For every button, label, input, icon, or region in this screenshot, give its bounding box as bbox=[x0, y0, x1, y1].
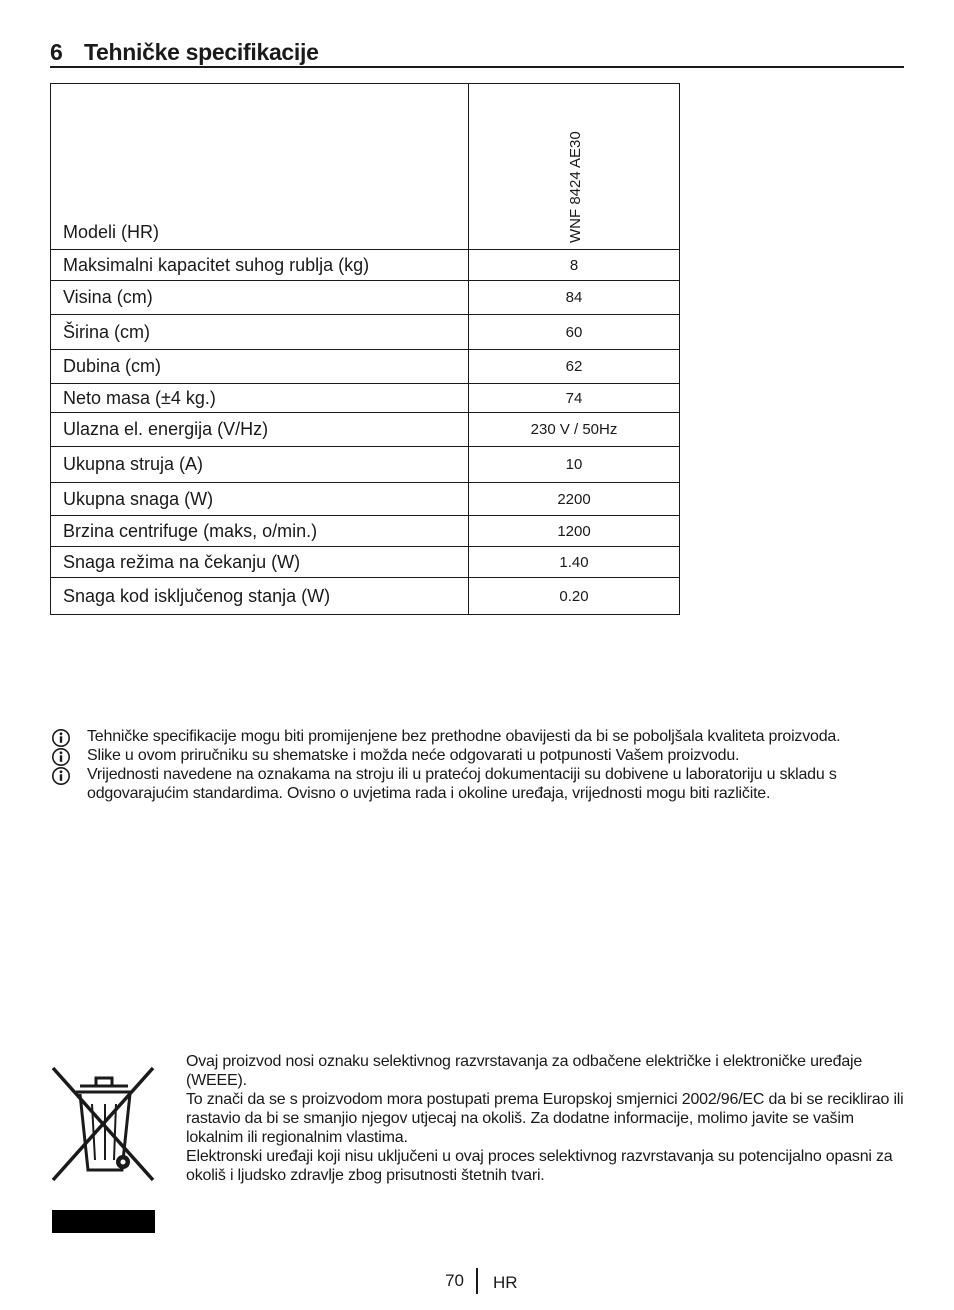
spec-value: 2200 bbox=[469, 483, 680, 516]
spec-label: Širina (cm) bbox=[51, 315, 469, 350]
spec-label: Ukupna snaga (W) bbox=[51, 483, 469, 516]
section-heading bbox=[50, 38, 904, 68]
spec-value: 10 bbox=[469, 447, 680, 483]
info-notes bbox=[52, 727, 922, 803]
spec-label: Visina (cm) bbox=[51, 281, 469, 315]
table-row bbox=[51, 578, 680, 615]
weee-text-block bbox=[186, 1052, 906, 1185]
spec-value: 230 V / 50Hz bbox=[469, 413, 680, 447]
footer-divider bbox=[476, 1268, 478, 1294]
page-number: 70 bbox=[445, 1271, 464, 1290]
spec-label: Maksimalni kapacitet suhog rublja (kg) bbox=[51, 250, 469, 281]
crossed-out-wheelie-bin-icon bbox=[50, 1064, 156, 1184]
spec-value: 60 bbox=[469, 315, 680, 350]
section-number: 6 bbox=[50, 39, 63, 65]
table-row bbox=[51, 384, 680, 413]
table-row bbox=[51, 350, 680, 384]
weee-paragraph: Elektronski uređaji koji nisu uključeni u ovaj proces selektivnog razvrstavanja su potencijalno opasni za okoliš i ljudsko zdravlje zbog prisutnosti štetnih tvari. bbox=[186, 1148, 893, 1184]
spec-label: Snaga kod isključenog stanja (W) bbox=[51, 578, 469, 615]
note-item bbox=[52, 727, 922, 746]
weee-paragraph: Ovaj proizvod nosi oznaku selektivnog razvrstavanja za odbačene električke i elektroničke uređaje (WEEE). bbox=[186, 1053, 863, 1089]
table-row bbox=[51, 250, 680, 281]
info-icon bbox=[52, 729, 70, 747]
spec-label: Brzina centrifuge (maks, o/min.) bbox=[51, 516, 469, 547]
spec-label: Dubina (cm) bbox=[51, 350, 469, 384]
info-icon bbox=[52, 748, 70, 766]
spec-value: 62 bbox=[469, 350, 680, 384]
table-row bbox=[51, 516, 680, 547]
spec-table bbox=[50, 83, 680, 615]
model-header-cell bbox=[469, 84, 680, 250]
spec-value: 1200 bbox=[469, 516, 680, 547]
spec-value: 84 bbox=[469, 281, 680, 315]
note-item bbox=[52, 746, 922, 765]
section-title: Tehničke specifikacije bbox=[84, 39, 319, 65]
spec-label: Ulazna el. energija (V/Hz) bbox=[51, 413, 469, 447]
spec-label: Neto masa (±4 kg.) bbox=[51, 384, 469, 413]
spec-label: Snaga režima na čekanju (W) bbox=[51, 547, 469, 578]
spec-label: Ukupna struja (A) bbox=[51, 447, 469, 483]
table-row bbox=[51, 447, 680, 483]
table-row bbox=[51, 281, 680, 315]
spec-value: 0.20 bbox=[469, 578, 680, 615]
note-text: Vrijednosti navedene na oznakama na stroju ili u pratećoj dokumentaciji su dobivene u laboratoriju u skladu s odgovarajućim standardima. Ovisno o uvjetima rada i okoline uređaja, vrijednosti mogu biti različite. bbox=[87, 766, 837, 802]
model-header-label: Modeli (HR) bbox=[51, 84, 469, 250]
info-icon bbox=[52, 767, 70, 785]
spec-value: 8 bbox=[469, 250, 680, 281]
table-row bbox=[51, 547, 680, 578]
spec-value: 1.40 bbox=[469, 547, 680, 578]
model-name: WNF 8424 AE30 bbox=[567, 131, 584, 243]
weee-black-bar bbox=[52, 1210, 155, 1233]
weee-paragraph: To znači da se s proizvodom mora postupati prema Europskoj smjernici 2002/96/EC da bi se reciklirao ili rastavio da bi se smanjio njegov utjecaj na okoliš. Za dodatne informacije, molimo javite se vašim lokalnim ili regionalnim vlastima. bbox=[186, 1091, 904, 1146]
table-row bbox=[51, 315, 680, 350]
spec-value: 74 bbox=[469, 384, 680, 413]
note-text: Tehničke specifikacije mogu biti promijenjene bez prethodne obavijesti da bi se poboljšala kvaliteta proizvoda. bbox=[87, 728, 841, 745]
note-item bbox=[52, 765, 922, 803]
note-text: Slike u ovom priručniku su shematske i možda neće odgovarati u potpunosti Vašem proizvodu. bbox=[87, 747, 740, 764]
table-row bbox=[51, 483, 680, 516]
table-header-row bbox=[51, 84, 680, 250]
page-footer bbox=[0, 1268, 954, 1296]
table-row bbox=[51, 413, 680, 447]
language-code: HR bbox=[493, 1273, 518, 1292]
